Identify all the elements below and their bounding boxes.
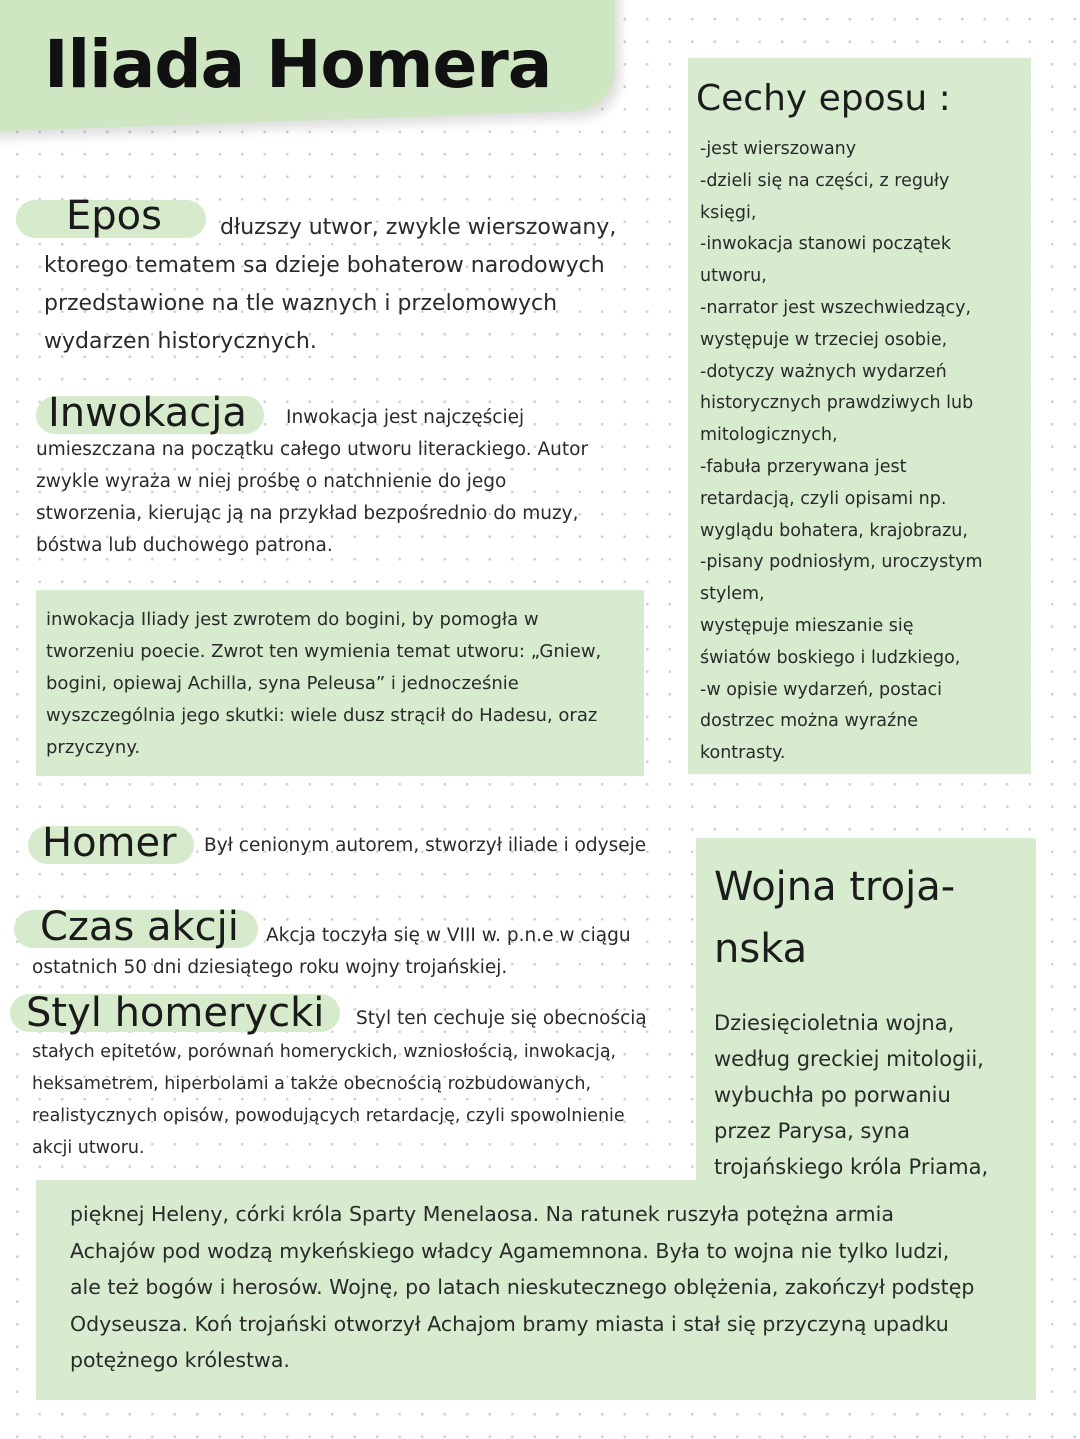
czas-akcji-text bbox=[32, 952, 652, 984]
cechy-line: retardacją, czyli opisami np. bbox=[700, 488, 947, 509]
wojna-bottom-text bbox=[70, 1196, 1030, 1379]
cechy-line: mitologicznych, bbox=[700, 425, 838, 446]
wojna-heading bbox=[714, 856, 955, 980]
cechy-line: światów boskiego i ludzkiego, bbox=[700, 647, 961, 668]
cechy-line: -narrator jest wszechwiedzący, bbox=[700, 297, 972, 318]
inwokacja-lead: Inwokacja jest najczęściej bbox=[286, 407, 525, 428]
epos-lead: dłuzszy utwor, zwykle wierszowany, bbox=[220, 215, 617, 240]
cechy-line: -dzieli się na części, z reguły bbox=[700, 170, 950, 191]
cechy-line: kontrasty. bbox=[700, 743, 786, 764]
czas-akcji-line: ostatnich 50 dni dziesiątego roku wojny trojańskiej. bbox=[32, 957, 508, 978]
wojna-bottom-line: Odyseusza. Koń trojański otworzył Achajom bramy miasta i stał się przyczyną upadku bbox=[70, 1311, 949, 1336]
wojna-heading-line: Wojna troja- bbox=[714, 864, 956, 910]
inwokacja-line: umieszczana na początku całego utworu literackiego. Autor bbox=[36, 439, 589, 460]
wojna-side-line: przez Parysa, syna bbox=[714, 1119, 910, 1143]
epos-line: przedstawione na tle waznych i przelomowych bbox=[44, 291, 558, 316]
inwokacja-heading: Inwokacja bbox=[48, 390, 247, 436]
wojna-side-line: wybuchła po porwaniu bbox=[714, 1083, 951, 1107]
cechy-line: -inwokacja stanowi początek bbox=[700, 234, 951, 255]
czas-akcji-lead: Akcja toczyła się w VIII w. p.n.e w ciągu bbox=[266, 925, 631, 946]
styl-line: heksametrem, hiperbolami a także obecnością rozbudowanych, bbox=[32, 1074, 592, 1094]
cechy-line: księgi, bbox=[700, 202, 757, 223]
wojna-bottom-line: potężnego królestwa. bbox=[70, 1348, 290, 1372]
cechy-line: historycznych prawdziwych lub bbox=[700, 393, 974, 414]
cechy-line: wyglądu bohatera, krajobrazu, bbox=[700, 520, 968, 541]
epos-heading: Epos bbox=[66, 193, 162, 239]
styl-line: stałych epitetów, porównań homeryckich, wzniosłością, inwokacją, bbox=[32, 1042, 617, 1062]
homer-text: Był cenionym autorem, stworzył iliade i odyseje bbox=[204, 835, 647, 856]
cechy-list bbox=[700, 134, 1030, 770]
inwokacja-iliady-line: bogini, opiewaj Achilla, syna Peleusa” i jednocześnie bbox=[46, 673, 519, 694]
styl-line: akcji utworu. bbox=[32, 1138, 145, 1158]
cechy-heading: Cechy eposu : bbox=[696, 78, 951, 119]
cechy-line: -jest wierszowany bbox=[700, 139, 857, 159]
inwokacja-line: zwykle wyraża w niej prośbę o natchnienie do jego bbox=[36, 471, 507, 492]
inwokacja-line: stworzenia, kierując ją na przykład bezpośrednio do muzy, bbox=[36, 503, 579, 524]
cechy-line: utworu, bbox=[700, 266, 767, 287]
cechy-line: -dotyczy ważnych wydarzeń bbox=[700, 361, 947, 382]
styl-lead: Styl ten cechuje się obecnością bbox=[356, 1008, 647, 1029]
inwokacja-iliady-line: tworzeniu poecie. Zwrot ten wymienia temat utworu: „Gniew, bbox=[46, 641, 602, 662]
cechy-line: występuje mieszanie się bbox=[700, 615, 914, 636]
wojna-side-line: Dziesięcioletnia wojna, bbox=[714, 1011, 955, 1035]
inwokacja-iliady-line: wyszczególnia jego skutki: wiele dusz strącił do Hadesu, oraz bbox=[46, 705, 598, 726]
wojna-side-line: trojańskiego króla Priama, bbox=[714, 1155, 989, 1179]
cechy-line: występuje w trzeciej osobie, bbox=[700, 329, 948, 350]
inwokacja-line: bóstwa lub duchowego patrona. bbox=[36, 535, 333, 556]
styl-line: realistycznych opisów, powodujących retardację, czyli spowolnienie bbox=[32, 1106, 625, 1126]
cechy-line: -pisany podniosłym, uroczystym bbox=[700, 552, 983, 573]
wojna-side-line: według greckiej mitologii, bbox=[714, 1047, 984, 1071]
wojna-bottom-line: pięknej Heleny, córki króla Sparty Menelaosa. Na ratunek ruszyła potężna armia bbox=[70, 1202, 894, 1226]
epos-line: ktorego tematem sa dzieje bohaterow narodowych bbox=[44, 253, 605, 278]
wojna-bottom-line: Achajów pod wodzą mykeńskiego władcy Agamemnona. Była to wojna nie tylko ludzi, bbox=[70, 1238, 950, 1263]
styl-heading: Styl homerycki bbox=[26, 990, 325, 1036]
czas-akcji-heading: Czas akcji bbox=[40, 904, 239, 950]
wojna-side-text bbox=[714, 1005, 1034, 1185]
epos-text bbox=[44, 247, 664, 361]
wojna-heading-line: nska bbox=[714, 926, 808, 972]
page-title: Iliada Homera bbox=[44, 26, 552, 103]
cechy-line: -fabuła przerywana jest bbox=[700, 456, 907, 477]
cechy-line: stylem, bbox=[700, 584, 765, 605]
inwokacja-text bbox=[36, 434, 656, 562]
inwokacja-iliady-line: przyczyny. bbox=[46, 737, 141, 758]
inwokacja-iliady-text bbox=[46, 604, 644, 764]
wojna-bottom-line: ale też bogów i herosów. Wojnę, po latach nieskutecznego oblężenia, zakończył podstęp bbox=[70, 1275, 975, 1299]
cechy-line: dostrzec można wyraźne bbox=[700, 711, 919, 732]
epos-line: wydarzen historycznych. bbox=[44, 329, 317, 354]
inwokacja-iliady-line: inwokacja Iliady jest zwrotem do bogini, by pomogła w bbox=[46, 609, 539, 630]
styl-text bbox=[32, 1036, 672, 1164]
homer-heading: Homer bbox=[42, 820, 177, 866]
cechy-line: -w opisie wydarzeń, postaci bbox=[700, 679, 943, 700]
